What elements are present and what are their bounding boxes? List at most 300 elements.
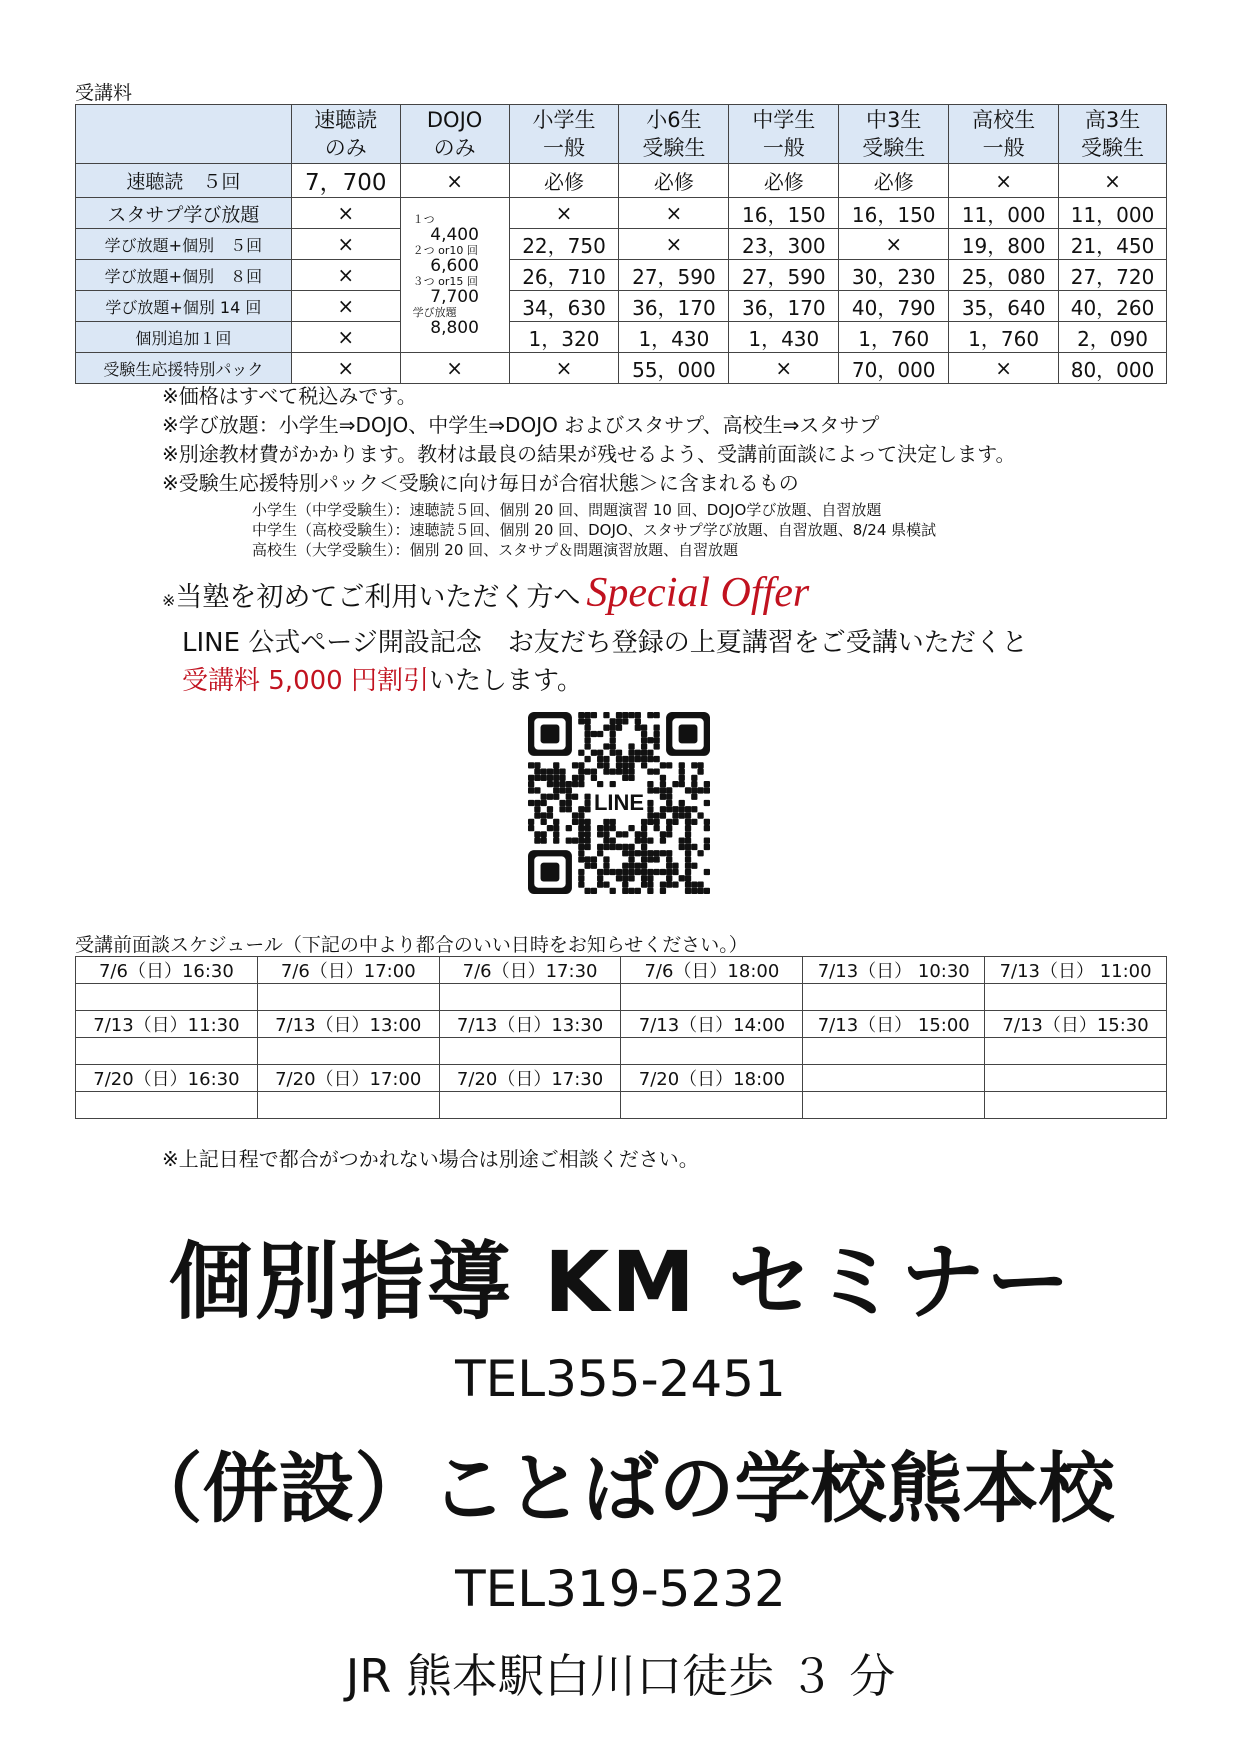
line-qr-code[interactable] <box>528 712 710 894</box>
qr-module <box>628 850 634 856</box>
schedule-answer-cell[interactable] <box>621 1092 803 1119</box>
qr-module <box>622 881 628 887</box>
qr-module <box>584 743 590 749</box>
qr-module <box>704 800 710 806</box>
fee-header-line: 高3生 <box>1084 108 1141 132</box>
qr-module <box>616 718 622 724</box>
qr-module <box>553 787 559 793</box>
qr-module <box>660 831 666 837</box>
qr-module <box>534 831 540 837</box>
qr-module <box>660 762 666 768</box>
qr-module <box>566 825 572 831</box>
note-unlimited: ※学び放題：小学生⇒DOJO、中学生⇒DOJO およびスタサプ、高校生⇒スタサプ <box>162 413 880 437</box>
dojo-tier-label: ２つ or10 回 <box>412 244 478 257</box>
fee-cell: 26，710 <box>509 260 619 291</box>
schedule-slot[interactable]: 7/20（日）17:00 <box>257 1065 439 1092</box>
schedule-answer-cell[interactable] <box>621 1038 803 1065</box>
qr-module <box>559 800 565 806</box>
schedule-slot[interactable]: 7/13（日）14:00 <box>621 1011 803 1038</box>
schedule-slot[interactable]: 7/6（日）17:30 <box>439 957 621 984</box>
qr-module <box>622 850 628 856</box>
schedule-slot <box>803 1065 985 1092</box>
qr-module <box>672 812 678 818</box>
qr-module <box>616 844 622 850</box>
qr-module <box>566 781 572 787</box>
schedule-slot[interactable]: 7/6（日）17:00 <box>257 957 439 984</box>
qr-module <box>566 794 572 800</box>
schedule-slot-row <box>76 1065 1167 1092</box>
fee-cell: 27，720 <box>1059 260 1167 291</box>
fee-cell: × <box>949 353 1059 384</box>
qr-module <box>654 743 660 749</box>
schedule-answer-cell[interactable] <box>985 1092 1167 1119</box>
note-materials: ※別途教材費がかかります。教材は最良の結果が残せるよう、受講前面談によって決定します。 <box>162 442 1016 466</box>
qr-module <box>578 825 584 831</box>
schedule-slot[interactable]: 7/13（日）13:30 <box>439 1011 621 1038</box>
qr-module <box>541 831 547 837</box>
schedule-slot[interactable]: 7/13（日）13:00 <box>257 1011 439 1038</box>
fee-cell: 70，000 <box>839 353 949 384</box>
qr-module <box>584 718 590 724</box>
qr-module <box>603 819 609 825</box>
qr-module <box>691 781 697 787</box>
qr-module <box>654 737 660 743</box>
qr-finder-inner <box>679 725 698 744</box>
qr-module <box>660 850 666 856</box>
qr-module <box>647 756 653 762</box>
qr-module <box>641 825 647 831</box>
schedule-answer-cell[interactable] <box>985 1038 1167 1065</box>
schedule-answer-cell[interactable] <box>985 984 1167 1011</box>
discount-text: 受講料 5,000 円割引 <box>182 666 429 696</box>
qr-module <box>559 775 565 781</box>
fee-cell: 40，790 <box>839 291 949 322</box>
qr-module <box>553 762 559 768</box>
qr-module <box>685 881 691 887</box>
qr-module <box>679 838 685 844</box>
qr-module <box>578 718 584 724</box>
schedule-answer-cell[interactable] <box>439 1038 621 1065</box>
qr-line-label: LINE <box>593 790 645 815</box>
qr-module <box>685 844 691 850</box>
qr-module <box>597 875 603 881</box>
qr-module <box>578 768 584 774</box>
qr-module <box>704 825 710 831</box>
qr-module <box>660 794 666 800</box>
offer-line-2: LINE 公式ページ開設記念 お友だち登録の上夏講習をご受講いただくと <box>182 628 1028 658</box>
qr-module <box>622 718 628 724</box>
qr-module <box>553 819 559 825</box>
qr-module <box>553 825 559 831</box>
exam-pack-details <box>252 500 936 560</box>
qr-module <box>691 775 697 781</box>
qr-module <box>610 819 616 825</box>
fee-row <box>76 198 1167 229</box>
dojo-tier-label: ３つ or15 回 <box>412 275 478 288</box>
schedule-slot-row <box>76 957 1167 984</box>
qr-module <box>660 812 666 818</box>
fee-header-cell <box>400 105 509 164</box>
fee-cell: × <box>291 353 400 384</box>
brand-name: 個別指導 KM セミナー <box>168 1233 1073 1331</box>
qr-module <box>666 794 672 800</box>
qr-module <box>628 750 634 756</box>
fee-cell: 34，630 <box>509 291 619 322</box>
qr-module <box>679 875 685 881</box>
qr-module <box>572 819 578 825</box>
offer-intro: 当塾を初めてご利用いただく方へ <box>175 582 581 613</box>
qr-module <box>685 831 691 837</box>
qr-module <box>654 712 660 718</box>
note-exam-pack: ※受験生応援特別パック＜受験に向け毎日が合宿状態＞に含まれるもの <box>162 471 799 495</box>
qr-module <box>691 787 697 793</box>
qr-module <box>541 838 547 844</box>
qr-module <box>691 819 697 825</box>
qr-module <box>547 825 553 831</box>
qr-module <box>559 806 565 812</box>
qr-module <box>654 731 660 737</box>
qr-module <box>704 869 710 875</box>
qr-module <box>584 712 590 718</box>
qr-module <box>591 856 597 862</box>
fee-header-cell <box>729 105 839 164</box>
schedule-slot[interactable]: 7/6（日）18:00 <box>621 957 803 984</box>
qr-module <box>666 831 672 837</box>
brand-phone: TEL355-2451 <box>455 1350 786 1408</box>
qr-module <box>660 806 666 812</box>
fee-row-label: 学び放題+個別 14 回 <box>76 291 292 322</box>
qr-module <box>635 756 641 762</box>
qr-module <box>641 731 647 737</box>
fee-row <box>76 353 1167 384</box>
qr-module <box>654 850 660 856</box>
qr-module <box>628 875 634 881</box>
qr-module <box>672 781 678 787</box>
qr-module <box>610 844 616 850</box>
qr-module <box>685 806 691 812</box>
qr-module <box>584 838 590 844</box>
qr-module <box>666 762 672 768</box>
qr-module <box>660 888 666 894</box>
qr-module <box>547 768 553 774</box>
qr-module <box>603 756 609 762</box>
qr-module <box>597 844 603 850</box>
qr-module <box>578 838 584 844</box>
fee-cell: × <box>509 353 619 384</box>
qr-module <box>528 781 534 787</box>
fee-cell: 1，760 <box>949 322 1059 353</box>
qr-module <box>572 794 578 800</box>
qr-module <box>559 768 565 774</box>
schedule-slot[interactable]: 7/20（日）17:30 <box>439 1065 621 1092</box>
schedule-slot[interactable]: 7/13（日）15:30 <box>985 1011 1167 1038</box>
dojo-tier-label: １つ <box>412 213 435 226</box>
fee-header-line: 小学生 <box>532 108 596 132</box>
qr-module <box>591 888 597 894</box>
qr-module <box>666 800 672 806</box>
qr-module <box>553 794 559 800</box>
qr-module <box>622 844 628 850</box>
offer-line-3-rest: いたします。 <box>428 666 583 696</box>
fee-cell: 27，590 <box>729 260 839 291</box>
qr-module <box>566 800 572 806</box>
qr-module <box>578 712 584 718</box>
dojo-price-tiers <box>400 198 509 353</box>
qr-module <box>584 819 590 825</box>
dojo-tier-price: 7,700 <box>430 287 479 307</box>
fee-cell: 1，760 <box>839 322 949 353</box>
dojo-tier-price: 6,600 <box>430 256 479 276</box>
qr-module <box>622 875 628 881</box>
qr-module <box>597 750 603 756</box>
qr-module <box>622 869 628 875</box>
fee-cell: 36，170 <box>619 291 729 322</box>
qr-module <box>660 775 666 781</box>
qr-module <box>647 875 653 881</box>
qr-module <box>697 787 703 793</box>
qr-module <box>641 863 647 869</box>
fee-cell: 11，000 <box>949 198 1059 229</box>
qr-module <box>641 743 647 749</box>
qr-module <box>603 844 609 850</box>
schedule-answer-cell[interactable] <box>803 984 985 1011</box>
qr-module <box>547 812 553 818</box>
qr-module <box>597 869 603 875</box>
qr-module <box>597 762 603 768</box>
qr-module <box>584 825 590 831</box>
qr-module <box>541 768 547 774</box>
schedule-answer-cell[interactable] <box>803 1092 985 1119</box>
school-phone: TEL319-5232 <box>455 1560 786 1618</box>
qr-module <box>578 750 584 756</box>
qr-module <box>685 863 691 869</box>
qr-module <box>591 775 597 781</box>
qr-module <box>584 844 590 850</box>
qr-module <box>672 819 678 825</box>
qr-module <box>666 819 672 825</box>
qr-module <box>704 838 710 844</box>
schedule-slot[interactable]: 7/20（日）16:30 <box>76 1065 258 1092</box>
qr-module <box>697 881 703 887</box>
qr-module <box>610 737 616 743</box>
qr-module <box>628 844 634 850</box>
fee-header-line: のみ <box>433 136 476 160</box>
qr-module <box>647 819 653 825</box>
schedule-answer-cell[interactable] <box>257 1038 439 1065</box>
qr-module <box>654 812 660 818</box>
qr-module <box>666 869 672 875</box>
schedule-answer-cell[interactable] <box>257 984 439 1011</box>
qr-module <box>603 725 609 731</box>
qr-module <box>666 856 672 862</box>
qr-module <box>541 812 547 818</box>
qr-module <box>691 881 697 887</box>
fee-cell: × <box>509 198 619 229</box>
schedule-answer-cell[interactable] <box>257 1092 439 1119</box>
qr-module <box>603 831 609 837</box>
qr-module <box>603 825 609 831</box>
qr-module <box>704 781 710 787</box>
qr-module <box>597 731 603 737</box>
qr-module <box>572 838 578 844</box>
fee-cell: 1，430 <box>729 322 839 353</box>
qr-finder-inner <box>541 725 560 744</box>
qr-module <box>679 806 685 812</box>
fee-header-line: 一般 <box>982 136 1025 160</box>
qr-module <box>685 888 691 894</box>
schedule-answer-cell[interactable] <box>76 984 258 1011</box>
schedule-answer-cell[interactable] <box>439 1092 621 1119</box>
schedule-slot[interactable]: 7/20（日）18:00 <box>621 1065 803 1092</box>
schedule-answer-cell[interactable] <box>76 1092 258 1119</box>
schedule-slot[interactable]: 7/6（日）16:30 <box>76 957 258 984</box>
qr-module <box>697 812 703 818</box>
qr-module <box>578 881 584 887</box>
qr-module <box>635 863 641 869</box>
schedule-slot[interactable]: 7/13（日）11:30 <box>76 1011 258 1038</box>
schedule-answer-cell[interactable] <box>803 1038 985 1065</box>
qr-module <box>616 756 622 762</box>
qr-module <box>697 762 703 768</box>
qr-module <box>610 838 616 844</box>
fee-row <box>76 164 1167 198</box>
qr-module <box>679 812 685 818</box>
qr-module <box>647 781 653 787</box>
schedule-answer-cell[interactable] <box>439 984 621 1011</box>
qr-module <box>641 762 647 768</box>
qr-module <box>591 712 597 718</box>
qr-module <box>610 781 616 787</box>
fee-cell: × <box>729 353 839 384</box>
fee-header-cell <box>1059 105 1167 164</box>
qr-module <box>616 762 622 768</box>
qr-module <box>591 863 597 869</box>
qr-module <box>603 863 609 869</box>
fee-header-line: 速聴読 <box>314 108 378 132</box>
qr-module <box>559 781 565 787</box>
fee-cell: 必修 <box>839 164 949 198</box>
qr-module <box>672 806 678 812</box>
qr-module <box>584 768 590 774</box>
qr-module <box>635 869 641 875</box>
fee-cell: 22，750 <box>509 229 619 260</box>
qr-module <box>584 794 590 800</box>
qr-module <box>616 831 622 837</box>
schedule-slot <box>985 1065 1167 1092</box>
qr-module <box>578 762 584 768</box>
schedule-title: 受講前面談スケジュール（下記の中より都合のいい日時をお知らせください。） <box>75 934 748 956</box>
qr-module <box>584 863 590 869</box>
qr-module <box>578 831 584 837</box>
fee-header-cell <box>619 105 729 164</box>
schedule-answer-cell[interactable] <box>621 984 803 1011</box>
qr-module <box>660 787 666 793</box>
qr-module <box>654 819 660 825</box>
qr-module <box>654 825 660 831</box>
fee-header-line: 中学生 <box>752 108 816 132</box>
qr-module <box>528 775 534 781</box>
schedule-slot[interactable]: 7/13（日） 10:30 <box>803 957 985 984</box>
fee-row-label: 学び放題+個別 ５回 <box>76 229 292 260</box>
qr-finder-inner <box>541 863 560 882</box>
qr-module <box>641 737 647 743</box>
qr-module <box>647 888 653 894</box>
dojo-tier-label: 学び放題 <box>412 306 457 319</box>
qr-module <box>622 756 628 762</box>
qr-module <box>654 725 660 731</box>
fee-cell: 21，450 <box>1059 229 1167 260</box>
exam-pack-elementary: 小学生（中学受験生）：速聴読５回、個別 20 回、問題演習 10 回、DOJO学び放題、自習放題 <box>252 501 882 519</box>
fee-table <box>75 104 1167 384</box>
access-info: JR 熊本駅白川口徒歩 ３ 分 <box>345 1649 896 1703</box>
qr-module <box>641 875 647 881</box>
qr-module <box>591 768 597 774</box>
qr-module <box>628 869 634 875</box>
schedule-table <box>75 956 1167 1119</box>
fee-cell: 必修 <box>509 164 619 198</box>
qr-module <box>641 725 647 731</box>
qr-module <box>691 794 697 800</box>
qr-module <box>660 881 666 887</box>
fee-header-line: 受験生 <box>642 136 706 160</box>
schedule-slot[interactable]: 7/13（日） 15:00 <box>803 1011 985 1038</box>
fee-header-line: 一般 <box>762 136 805 160</box>
qr-module <box>685 850 691 856</box>
qr-module <box>597 881 603 887</box>
qr-module <box>622 762 628 768</box>
qr-module <box>666 806 672 812</box>
qr-module <box>603 762 609 768</box>
qr-module <box>572 775 578 781</box>
schedule-answer-cell[interactable] <box>76 1038 258 1065</box>
qr-module <box>534 800 540 806</box>
fee-cell: × <box>400 353 509 384</box>
qr-module <box>603 881 609 887</box>
schedule-slot[interactable]: 7/13（日） 11:00 <box>985 957 1167 984</box>
qr-module <box>610 725 616 731</box>
qr-module <box>628 775 634 781</box>
fee-header-line: 受験生 <box>862 136 926 160</box>
qr-module <box>616 712 622 718</box>
offer-mark: ※ <box>162 591 176 610</box>
fee-header-line: 受験生 <box>1081 136 1145 160</box>
qr-module <box>597 781 603 787</box>
qr-module <box>679 768 685 774</box>
qr-module <box>635 888 641 894</box>
qr-module <box>610 743 616 749</box>
qr-module <box>597 756 603 762</box>
schedule-answer-row <box>76 984 1167 1011</box>
qr-module <box>654 856 660 862</box>
qr-module <box>641 750 647 756</box>
qr-module <box>641 756 647 762</box>
qr-module <box>654 787 660 793</box>
schedule-note: ※上記日程で都合がつかれない場合は別途ご相談ください。 <box>162 1147 699 1171</box>
qr-module <box>622 712 628 718</box>
special-offer <box>162 570 810 619</box>
qr-module <box>622 888 628 894</box>
qr-module <box>628 825 634 831</box>
qr-module <box>578 856 584 862</box>
qr-module <box>622 775 628 781</box>
qr-module <box>704 888 710 894</box>
offer-line-3 <box>182 660 583 697</box>
fee-cell: × <box>619 229 729 260</box>
exam-pack-junior: 中学生（高校受験生）：速聴読５回、個別 20 回、DOJO、スタサプ学び放題、自習放題、8/24 県模試 <box>252 521 937 539</box>
fee-cell: × <box>949 164 1059 198</box>
qr-module <box>685 875 691 881</box>
qr-module <box>628 768 634 774</box>
